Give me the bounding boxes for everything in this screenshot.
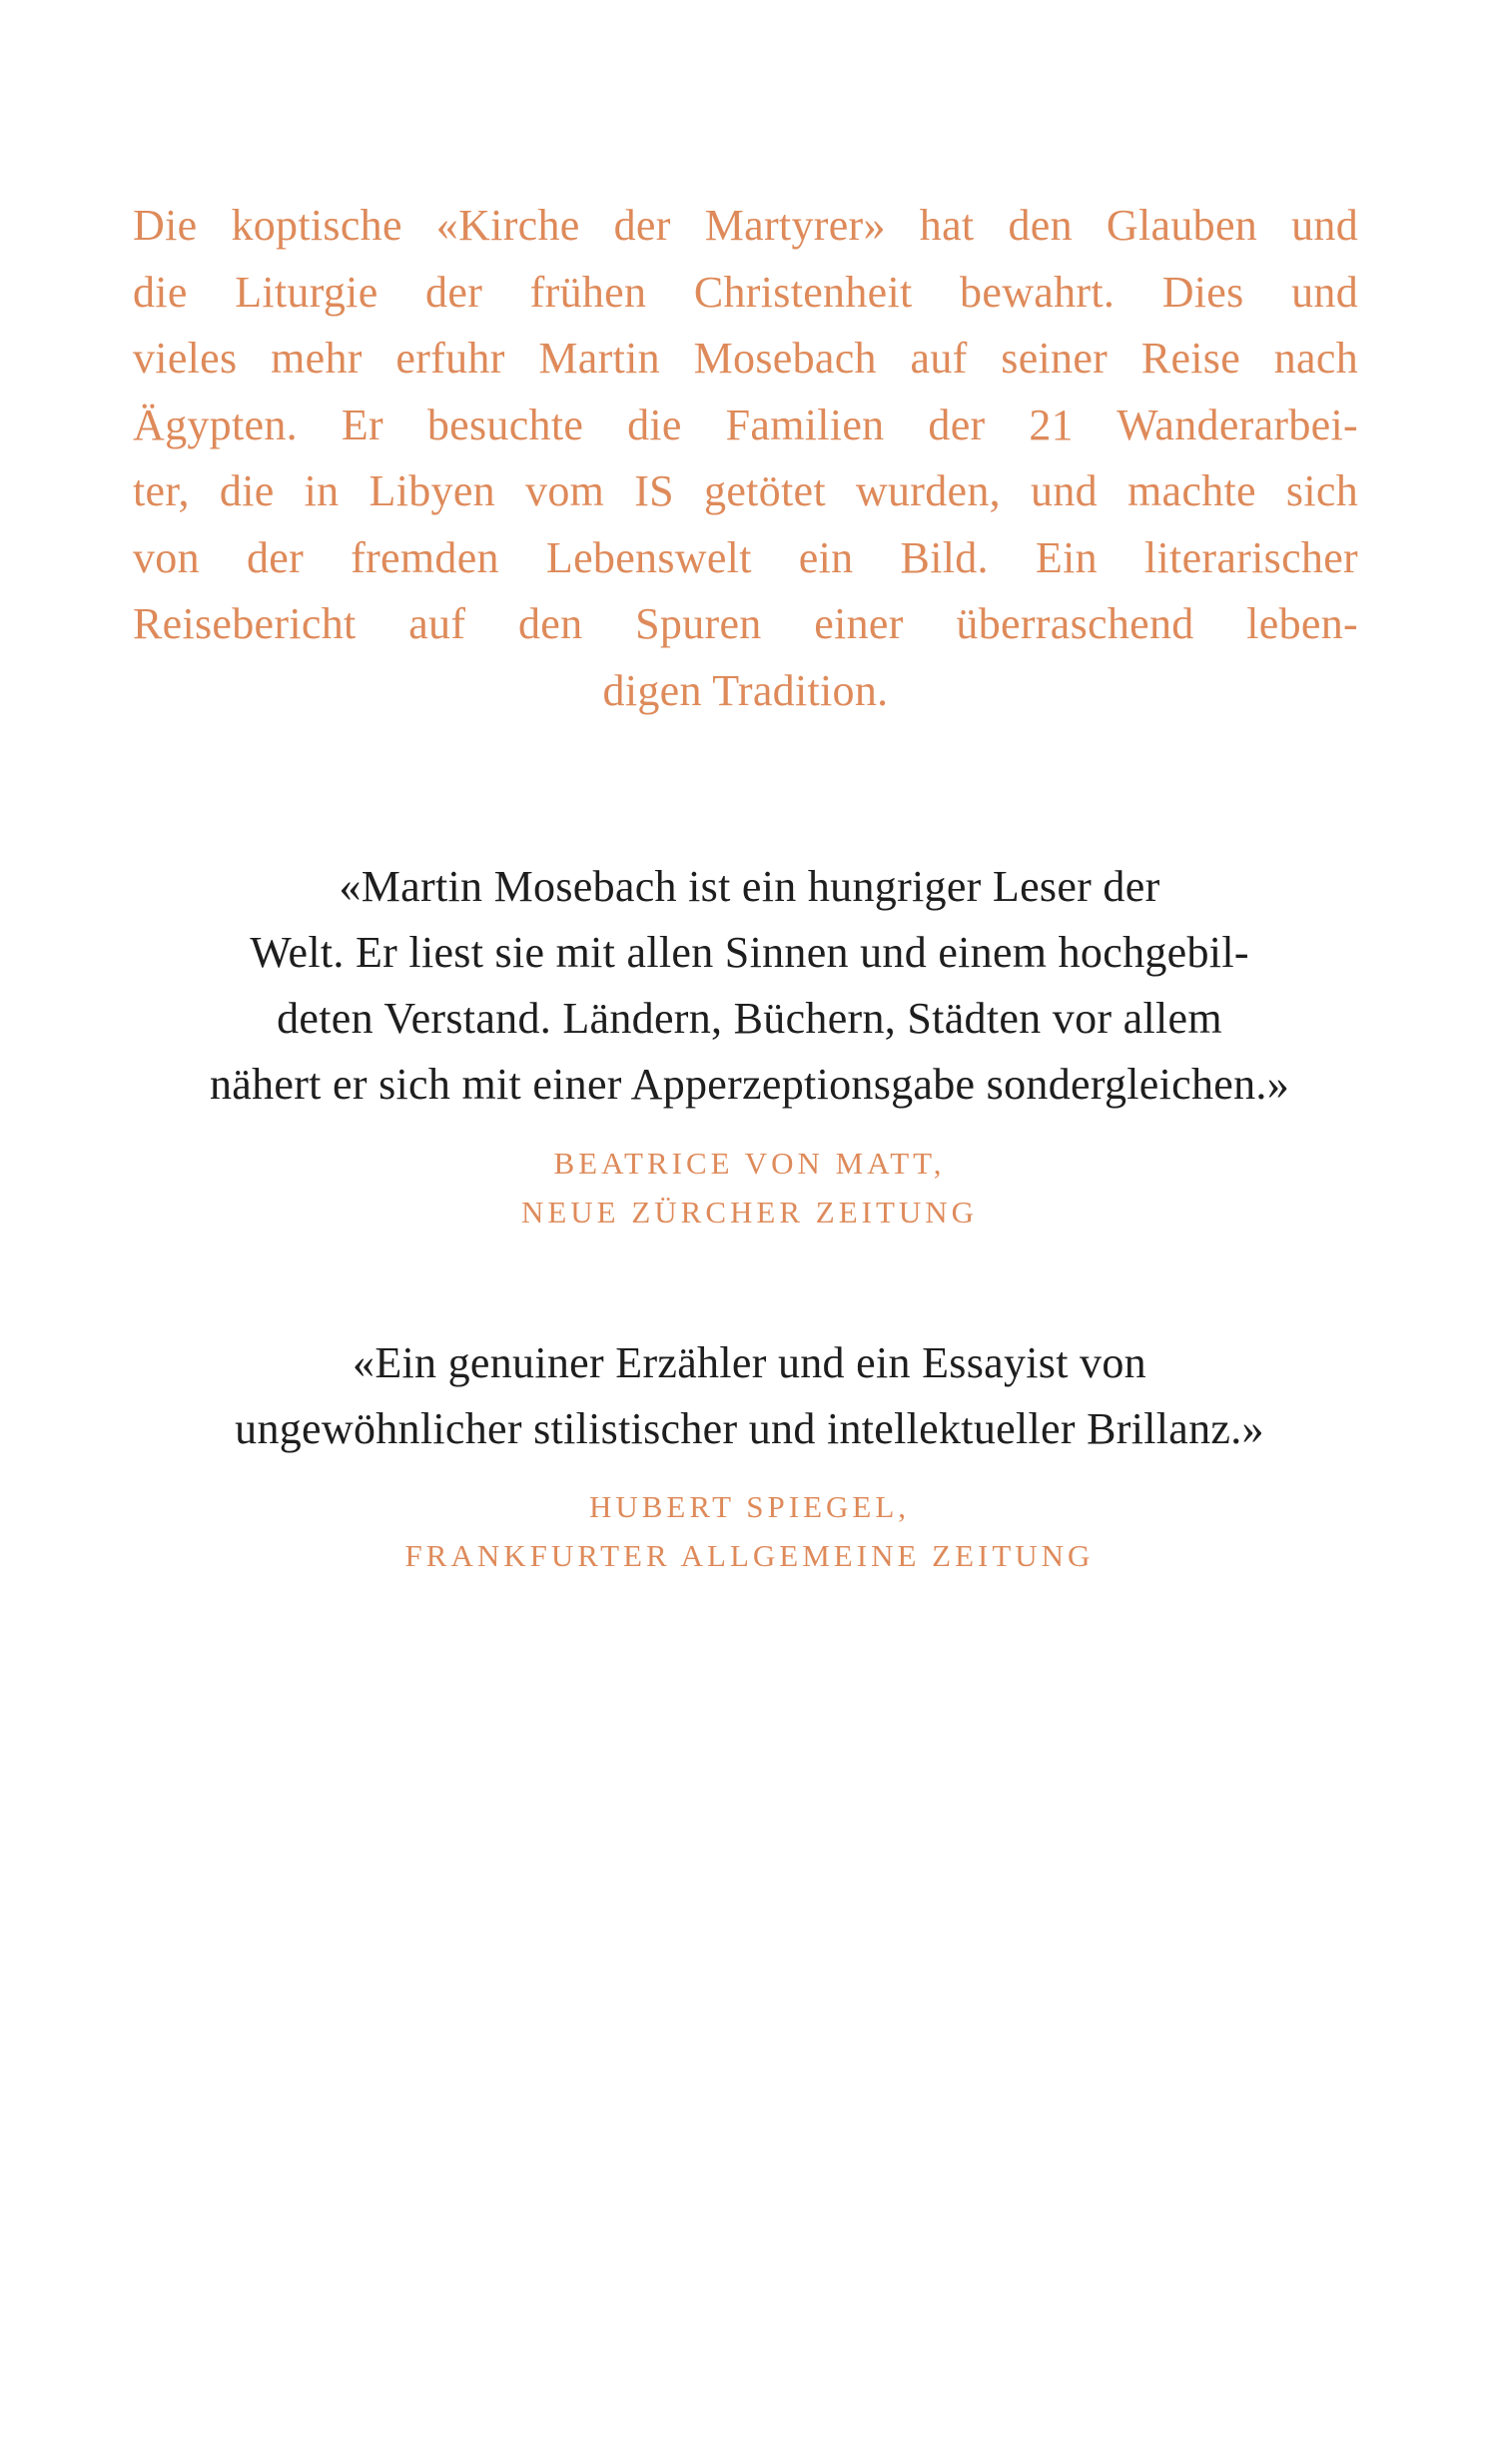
attribution-publication: FRANKFURTER ALLGEMEINE ZEITUNG — [404, 1538, 1095, 1573]
quote-attribution — [0, 1139, 1499, 1236]
blurb-line: die Liturgie der frühen Christenheit bewahrt. Dies und — [133, 267, 1358, 317]
quote-line: deten Verstand. Ländern, Büchern, Städten vor allem — [277, 994, 1222, 1043]
blurb-line: von der fremden Lebenswelt ein Bild. Ein literarischer — [133, 532, 1358, 582]
review-quote — [0, 854, 1499, 1118]
quote-attribution — [0, 1482, 1499, 1580]
quote-line: «Ein genuiner Erzähler und ein Essayist von — [353, 1338, 1146, 1387]
blurb-line: Die koptische «Kirche der Martyrer» hat den Glauben und — [133, 201, 1358, 250]
quote-line: «Martin Mosebach ist ein hungriger Leser der — [339, 862, 1160, 911]
blurb-line: digen Tradition. — [602, 665, 889, 715]
blurb-line: ter, die in Libyen vom IS getötet wurden, und machte sich — [133, 466, 1358, 515]
attribution-author: HUBERT SPIEGEL, — [588, 1489, 911, 1524]
quote-line: ungewöhnlicher stilistischer und intellektueller Brillanz.» — [235, 1404, 1264, 1453]
book-blurb — [133, 193, 1358, 724]
blurb-line: Reisebericht auf den Spuren einer überraschend leben- — [133, 599, 1358, 648]
attribution-author: BEATRICE VON MATT, — [553, 1146, 946, 1181]
blurb-line: vieles mehr erfuhr Martin Mosebach auf seiner Reise nach — [133, 334, 1358, 383]
quote-line: nähert er sich mit einer Apperzeptionsgabe sondergleichen.» — [209, 1060, 1290, 1109]
quote-line: Welt. Er liest sie mit allen Sinnen und einem hochgebil- — [250, 928, 1249, 977]
attribution-publication: NEUE ZÜRCHER ZEITUNG — [520, 1195, 979, 1230]
blurb-line: Ägypten. Er besuchte die Familien der 21 Wanderarbei- — [133, 400, 1358, 449]
review-quote — [0, 1330, 1499, 1462]
